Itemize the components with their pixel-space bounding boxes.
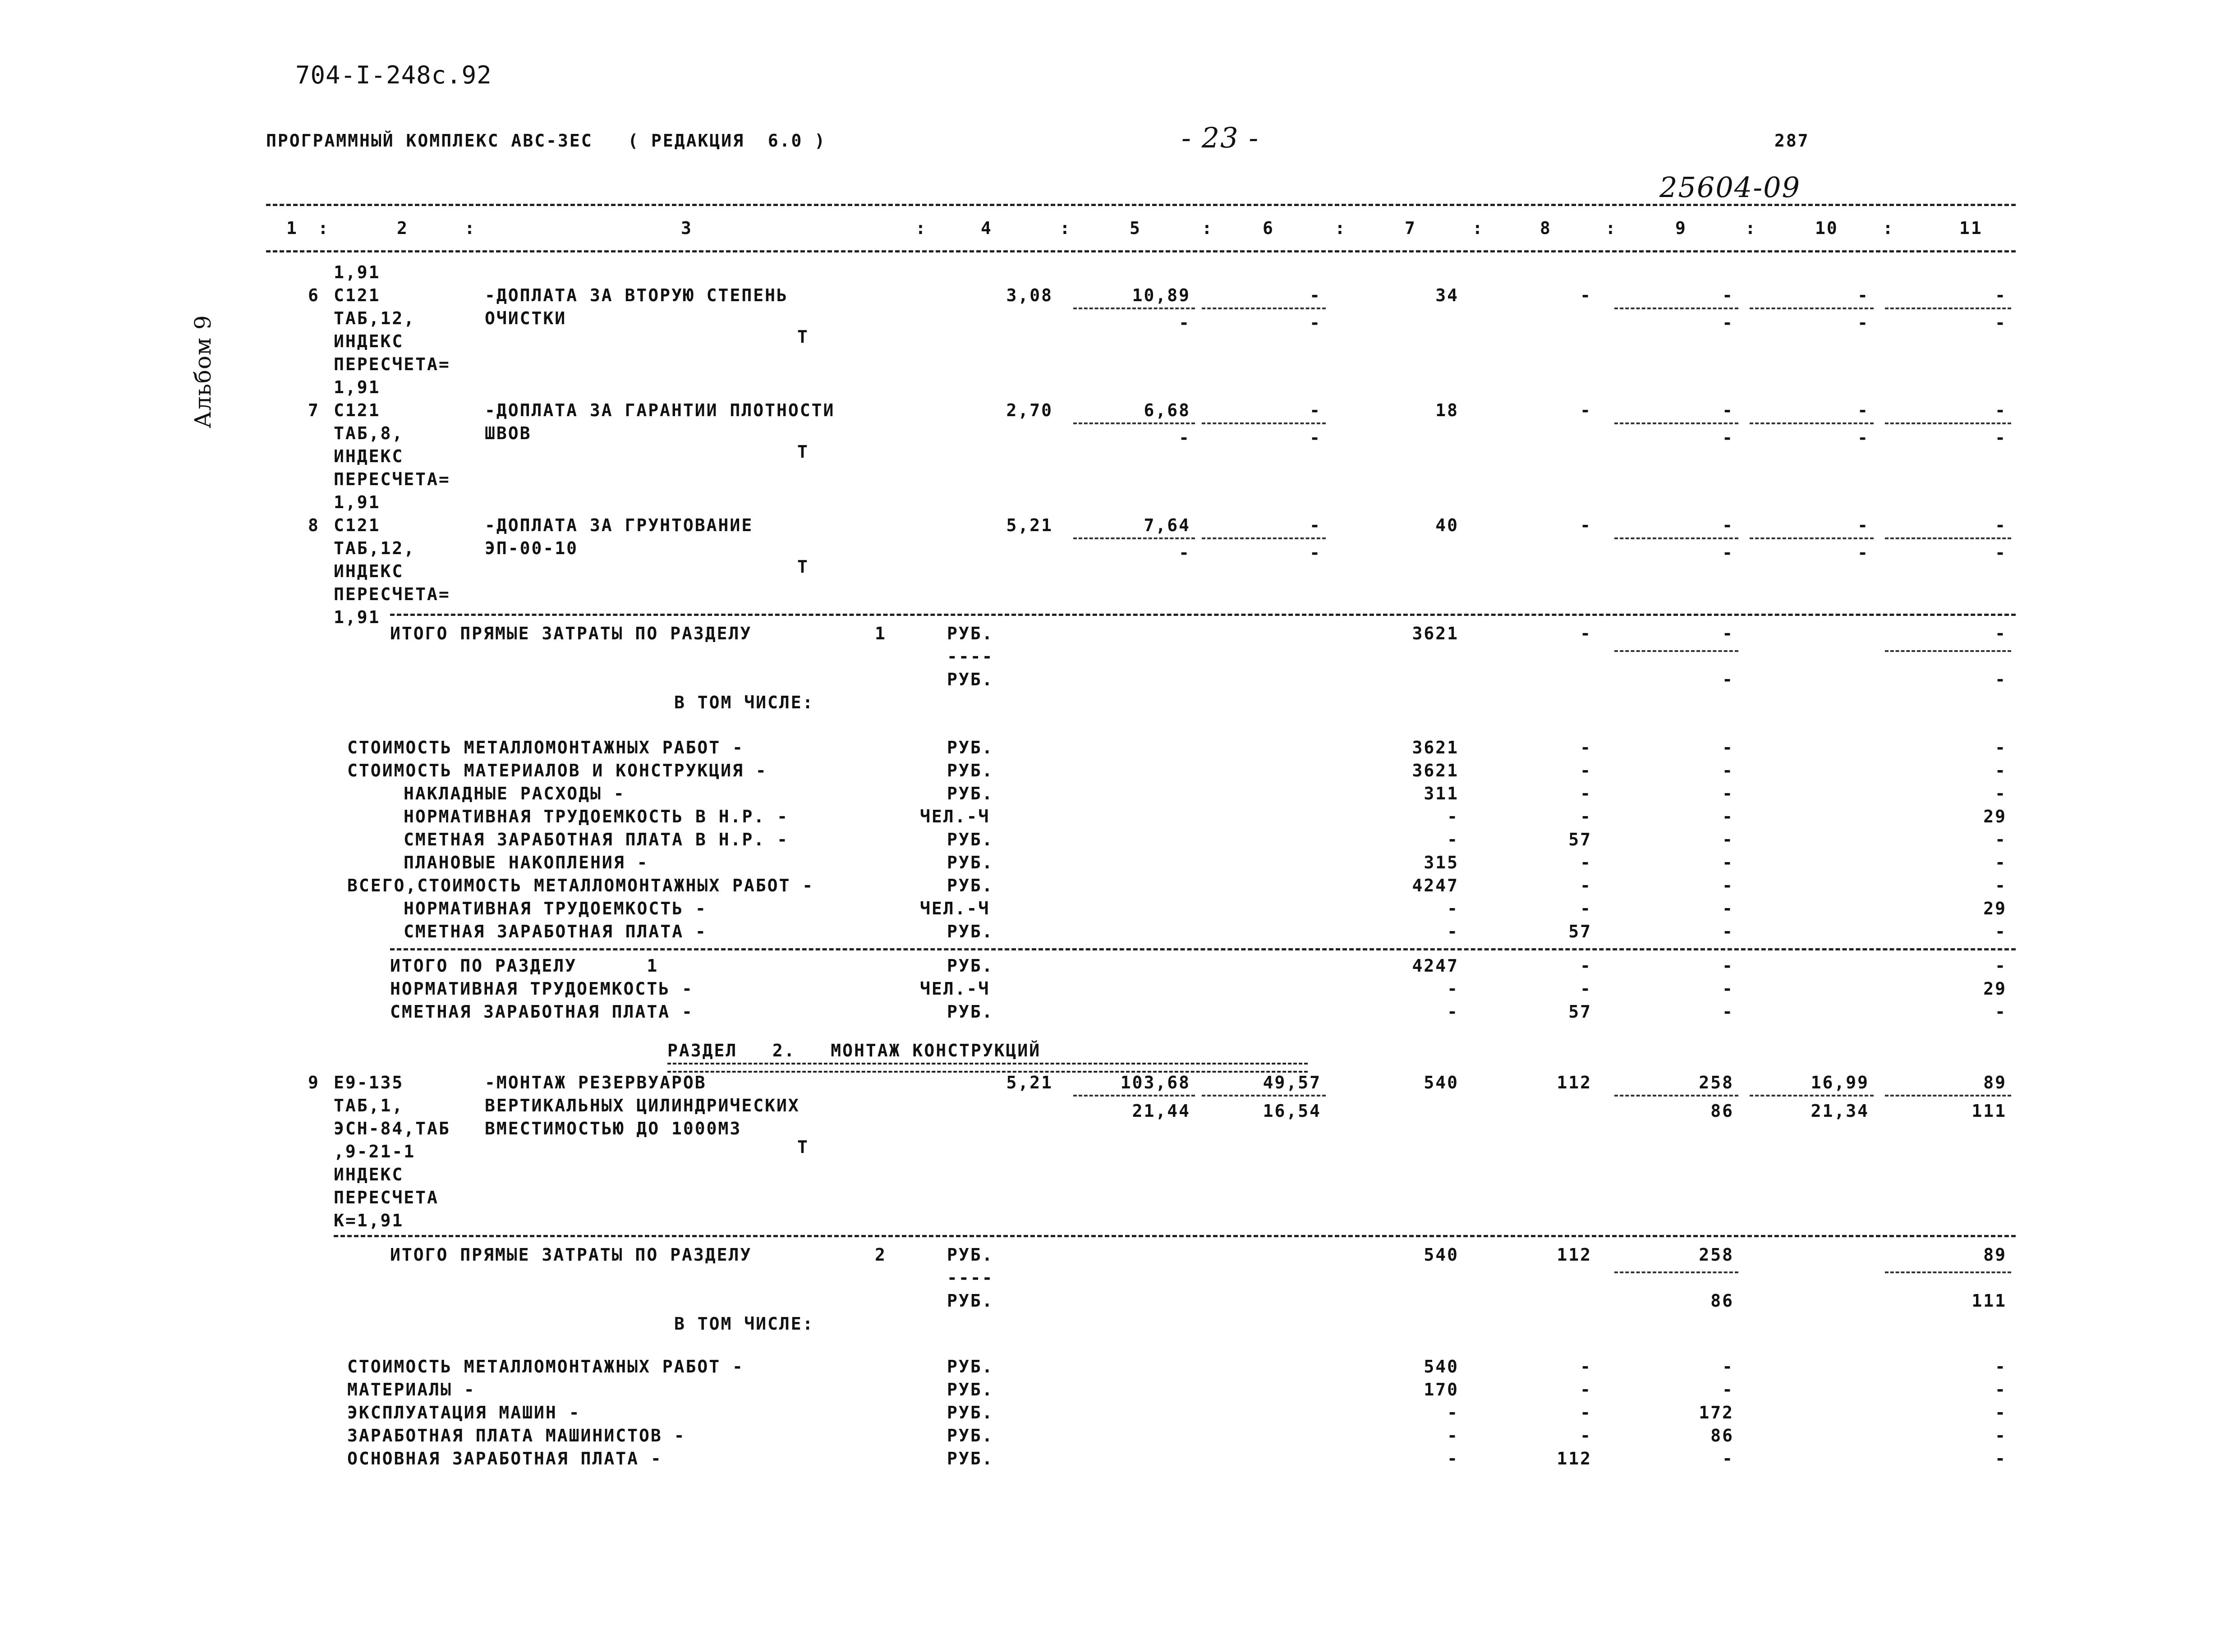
cell-c9: 258 xyxy=(1699,1245,1734,1265)
column-header-1: 1 xyxy=(286,218,298,238)
cell-c8: - xyxy=(1580,400,1592,420)
column-header-10: 10 xyxy=(1815,218,1838,238)
cell-c5: - xyxy=(1179,543,1190,563)
cell-c11: - xyxy=(1995,738,2007,757)
column-separator: : xyxy=(464,218,476,238)
total-label: ИТОГО ПРЯМЫЕ ЗАТРАТЫ ПО РАЗДЕЛУ xyxy=(390,1245,752,1265)
cell-c6: - xyxy=(1310,428,1321,448)
item-code-line: Е9-135 xyxy=(334,1073,404,1092)
column-separator: : xyxy=(1883,218,1894,238)
cell-c7: 540 xyxy=(1424,1073,1459,1092)
cell-c5: 6,68 xyxy=(1144,400,1190,420)
split-rule-11 xyxy=(1885,422,2011,424)
cell-c7: 4247 xyxy=(1412,876,1459,895)
cell-c9: - xyxy=(1722,956,1734,976)
cell-c8: - xyxy=(1580,1426,1592,1446)
cell-c9: - xyxy=(1722,784,1734,803)
handwritten-code: 25604-09 xyxy=(1659,171,1801,204)
item-name-line: ШВОВ xyxy=(485,423,532,443)
cell-c5: 10,89 xyxy=(1132,285,1190,305)
item-code-line: С121 xyxy=(334,400,381,420)
item-code-line: ТАБ,12, xyxy=(334,308,416,328)
summary-row-label: СТОИМОСТЬ МАТЕРИАЛОВ И КОНСТРУКЦИЯ - xyxy=(347,761,767,780)
summary-row-label: НАКЛАДНЫЕ РАСХОДЫ - xyxy=(404,784,625,803)
item-name-line: -МОНТАЖ РЕЗЕРВУАРОВ xyxy=(485,1073,707,1092)
cell-c8: - xyxy=(1580,784,1592,803)
cell-c11: - xyxy=(1995,515,2007,535)
column-separator: : xyxy=(1335,218,1346,238)
cell-c9: - xyxy=(1722,979,1734,999)
cell-c9: - xyxy=(1722,738,1734,757)
summary-row-unit: РУБ. xyxy=(947,922,994,941)
cell-c7: 311 xyxy=(1424,784,1459,803)
summary-row-label: СМЕТНАЯ ЗАРАБОТНАЯ ПЛАТА - xyxy=(404,922,707,941)
cell-c11: - xyxy=(1995,313,2007,333)
item-code-line: 1,91 xyxy=(334,377,381,397)
cell-c8: 112 xyxy=(1557,1245,1592,1265)
cell-c10: - xyxy=(1857,285,1869,305)
split-rule-10 xyxy=(1750,1095,1874,1097)
cell-c8: - xyxy=(1580,761,1592,780)
column-header-9: 9 xyxy=(1675,218,1687,238)
cell-c9: - xyxy=(1722,807,1734,826)
item-name-line: ЭП-00-10 xyxy=(485,538,579,558)
split-rule-11 xyxy=(1885,537,2011,539)
column-separator: : xyxy=(1060,218,1071,238)
total-unit-2: РУБ. xyxy=(947,670,994,689)
cell-c9: 86 xyxy=(1710,1101,1734,1121)
cell-c5: 7,64 xyxy=(1144,515,1190,535)
cell-c9: - xyxy=(1722,515,1734,535)
summary-row-label: ЗАРАБОТНАЯ ПЛАТА МАШИНИСТОВ - xyxy=(347,1426,686,1446)
cell-c8: - xyxy=(1580,979,1592,999)
cell-c8: 112 xyxy=(1557,1449,1592,1468)
cell-c11: 89 xyxy=(1983,1073,2007,1092)
summary-row-label: МАТЕРИАЛЫ - xyxy=(347,1380,476,1400)
cell-c4: 5,21 xyxy=(1006,1073,1053,1092)
cell-c11: - xyxy=(1995,670,2007,689)
cell-c10: - xyxy=(1857,428,1869,448)
cell-c11: - xyxy=(1995,1380,2007,1400)
cell-c11: - xyxy=(1995,761,2007,780)
cell-c9: - xyxy=(1722,876,1734,895)
summary-row-unit: РУБ. xyxy=(947,1449,994,1468)
item-unit: Т xyxy=(797,557,809,577)
total-unit: РУБ. xyxy=(947,624,994,643)
cell-c10: 21,34 xyxy=(1811,1101,1869,1121)
including-label: В ТОМ ЧИСЛЕ: xyxy=(674,693,814,712)
item-number: 8 xyxy=(308,515,320,535)
split-rule-6 xyxy=(1202,537,1326,539)
summary-row-unit: ЧЕЛ.-Ч xyxy=(920,807,990,826)
cell-c9: - xyxy=(1722,285,1734,305)
cell-c11: - xyxy=(1995,428,2007,448)
cell-c8: - xyxy=(1580,807,1592,826)
column-header-4: 4 xyxy=(981,218,993,238)
cell-c9: - xyxy=(1722,830,1734,849)
cell-c7: 3621 xyxy=(1412,761,1459,780)
section-rule xyxy=(390,948,2016,950)
cell-c10: - xyxy=(1857,515,1869,535)
cell-c8: 112 xyxy=(1557,1073,1592,1092)
cell-c11: 111 xyxy=(1971,1291,2007,1311)
header-bottom-rule xyxy=(266,250,2016,252)
summary-row-label: НОРМАТИВНАЯ ТРУДОЕМКОСТЬ В Н.Р. - xyxy=(404,807,789,826)
item-code-line: 1,91 xyxy=(334,492,381,512)
item-name-line: -ДОПЛАТА ЗА ГРУНТОВАНИЕ xyxy=(485,515,754,535)
total-section-number: 2 xyxy=(875,1245,887,1265)
summary-row-label: ВСЕГО,СТОИМОСТЬ МЕТАЛЛОМОНТАЖНЫХ РАБОТ - xyxy=(347,876,814,895)
section-rule xyxy=(334,1235,2016,1237)
item-code-line: К=1,91 xyxy=(334,1211,404,1230)
split-rule-10 xyxy=(1750,537,1874,539)
cell-c8: - xyxy=(1580,956,1592,976)
summary-row-unit: РУБ. xyxy=(947,1403,994,1423)
column-separator: : xyxy=(1202,218,1213,238)
item-name-line: -ДОПЛАТА ЗА ВТОРУЮ СТЕПЕНЬ xyxy=(485,285,788,305)
section-total-label: НОРМАТИВНАЯ ТРУДОЕМКОСТЬ - xyxy=(390,979,694,999)
cell-c10: 16,99 xyxy=(1811,1073,1869,1092)
cell-c11: - xyxy=(1995,1357,2007,1377)
column-separator: : xyxy=(1745,218,1757,238)
item-code-line: ТАБ,8, xyxy=(334,423,404,443)
cell-c4: 5,21 xyxy=(1006,515,1053,535)
cell-c9: 86 xyxy=(1710,1426,1734,1446)
cell-c11: - xyxy=(1995,1426,2007,1446)
cell-c6: 16,54 xyxy=(1263,1101,1321,1121)
cell-c7: 315 xyxy=(1424,853,1459,872)
summary-row-unit: РУБ. xyxy=(947,761,994,780)
cell-c7: - xyxy=(1447,830,1459,849)
cell-c6: - xyxy=(1310,543,1321,563)
cell-c9: - xyxy=(1722,853,1734,872)
total-unit-dash: ---- xyxy=(947,647,994,666)
column-separator: : xyxy=(1472,218,1484,238)
split-rule-9 xyxy=(1614,1271,1738,1273)
item-code-line: ПЕРЕСЧЕТА= xyxy=(334,469,450,489)
section-total-unit: ЧЕЛ.-Ч xyxy=(920,979,990,999)
split-rule-5 xyxy=(1073,422,1195,424)
item-number: 7 xyxy=(308,400,320,420)
item-name-line: ВМЕСТИМОСТЬЮ ДО 1000М3 xyxy=(485,1119,742,1138)
cell-c6: - xyxy=(1310,285,1321,305)
cell-c8: - xyxy=(1580,738,1592,757)
cell-c7: - xyxy=(1447,899,1459,918)
column-header-6: 6 xyxy=(1263,218,1274,238)
cell-c7: - xyxy=(1447,1426,1459,1446)
cell-c10: - xyxy=(1857,313,1869,333)
item-code-line: ПЕРЕСЧЕТА= xyxy=(334,584,450,604)
split-rule-9 xyxy=(1614,537,1738,539)
cell-c9: - xyxy=(1722,1357,1734,1377)
cell-c9: - xyxy=(1722,1380,1734,1400)
cell-c11: - xyxy=(1995,876,2007,895)
cell-c5: - xyxy=(1179,313,1190,333)
cell-c9: - xyxy=(1722,1449,1734,1468)
column-separator: : xyxy=(915,218,927,238)
total-section-number: 1 xyxy=(875,624,887,643)
cell-c8: - xyxy=(1580,876,1592,895)
item-unit: Т xyxy=(797,327,809,347)
cell-c11: 29 xyxy=(1983,807,2007,826)
cell-c4: 2,70 xyxy=(1006,400,1053,420)
cell-c9: - xyxy=(1722,899,1734,918)
split-rule-6 xyxy=(1202,422,1326,424)
cell-c8: - xyxy=(1580,1403,1592,1423)
cell-c9: - xyxy=(1722,624,1734,643)
cell-c11: - xyxy=(1995,624,2007,643)
summary-row-unit: РУБ. xyxy=(947,830,994,849)
column-header-5: 5 xyxy=(1130,218,1141,238)
column-separator: : xyxy=(318,218,330,238)
split-rule-10 xyxy=(1750,307,1874,309)
item-name-line: -ДОПЛАТА ЗА ГАРАНТИИ ПЛОТНОСТИ xyxy=(485,400,835,420)
cell-c8: - xyxy=(1580,853,1592,872)
cell-c6: - xyxy=(1310,400,1321,420)
summary-row-label: ПЛАНОВЫЕ НАКОПЛЕНИЯ - xyxy=(404,853,649,872)
item-code-line: ПЕРЕСЧЕТА xyxy=(334,1188,439,1207)
cell-c8: - xyxy=(1580,1380,1592,1400)
page-number: 287 xyxy=(1774,131,1810,151)
cell-c11: 89 xyxy=(1983,1245,2007,1265)
cell-c7: 170 xyxy=(1424,1380,1459,1400)
split-rule-11 xyxy=(1885,1271,2011,1273)
cell-c7: - xyxy=(1447,1449,1459,1468)
cell-c5: 103,68 xyxy=(1120,1073,1190,1092)
summary-row-label: СТОИМОСТЬ МЕТАЛЛОМОНТАЖНЫХ РАБОТ - xyxy=(347,738,744,757)
cell-c9: - xyxy=(1722,761,1734,780)
summary-row-label: НОРМАТИВНАЯ ТРУДОЕМКОСТЬ - xyxy=(404,899,707,918)
summary-row-unit: РУБ. xyxy=(947,1380,994,1400)
cell-c8: - xyxy=(1580,624,1592,643)
cell-c10: - xyxy=(1857,400,1869,420)
program-title: ПРОГРАММНЫЙ КОМПЛЕКС АВС-3ЕС ( РЕДАКЦИЯ 6.0 ) xyxy=(266,131,827,151)
section-total-unit: РУБ. xyxy=(947,956,994,976)
cell-c11: - xyxy=(1995,1403,2007,1423)
summary-row-unit: РУБ. xyxy=(947,738,994,757)
cell-c8: 57 xyxy=(1568,922,1592,941)
item-number: 9 xyxy=(308,1073,320,1092)
cell-c11: - xyxy=(1995,400,2007,420)
cell-c8: 57 xyxy=(1568,1002,1592,1022)
cell-c7: - xyxy=(1447,922,1459,941)
cell-c6: - xyxy=(1310,313,1321,333)
column-header-7: 7 xyxy=(1405,218,1416,238)
section-total-unit: РУБ. xyxy=(947,1002,994,1022)
cell-c5: - xyxy=(1179,428,1190,448)
lead-value: 1,91 xyxy=(334,262,381,282)
cell-c7: 4247 xyxy=(1412,956,1459,976)
cell-c9: 172 xyxy=(1699,1403,1734,1423)
cell-c5: 21,44 xyxy=(1132,1101,1190,1121)
split-rule-6 xyxy=(1202,1095,1326,1097)
side-label: Альбом 9 xyxy=(190,315,216,428)
item-code-line: ИНДЕКС xyxy=(334,561,404,581)
cell-c8: - xyxy=(1580,1357,1592,1377)
summary-row-unit: РУБ. xyxy=(947,1357,994,1377)
cell-c11: - xyxy=(1995,853,2007,872)
cell-c7: 3621 xyxy=(1412,624,1459,643)
item-code-line: ИНДЕКС xyxy=(334,331,404,351)
section-title: РАЗДЕЛ 2. МОНТАЖ КОНСТРУКЦИЙ xyxy=(667,1041,1041,1060)
cell-c9: - xyxy=(1722,670,1734,689)
section-total-label: СМЕТНАЯ ЗАРАБОТНАЯ ПЛАТА - xyxy=(390,1002,694,1022)
split-rule-9 xyxy=(1614,1095,1738,1097)
item-code-line: ПЕРЕСЧЕТА= xyxy=(334,354,450,374)
item-code-line: ТАБ,1, xyxy=(334,1096,404,1115)
cell-c10: - xyxy=(1857,543,1869,563)
item-code-line: ,9-21-1 xyxy=(334,1142,416,1161)
section-rule xyxy=(390,614,2016,616)
cell-c7: 34 xyxy=(1435,285,1459,305)
including-label: В ТОМ ЧИСЛЕ: xyxy=(674,1314,814,1334)
section-title-underline xyxy=(667,1063,1308,1073)
item-name-line: ОЧИСТКИ xyxy=(485,308,567,328)
cell-c11: - xyxy=(1995,1449,2007,1468)
total-unit: РУБ. xyxy=(947,1245,994,1265)
total-unit-dash: ---- xyxy=(947,1268,994,1288)
split-rule-9 xyxy=(1614,650,1738,652)
cell-c11: - xyxy=(1995,956,2007,976)
section-total-label: ИТОГО ПО РАЗДЕЛУ 1 xyxy=(390,956,659,976)
split-rule-10 xyxy=(1750,422,1874,424)
summary-row-unit: РУБ. xyxy=(947,876,994,895)
cell-c9: - xyxy=(1722,400,1734,420)
document-id: 704-I-248c.92 xyxy=(295,61,492,89)
cell-c4: 3,08 xyxy=(1006,285,1053,305)
cell-c8: 57 xyxy=(1568,830,1592,849)
column-header-2: 2 xyxy=(397,218,409,238)
item-code-line: С121 xyxy=(334,515,381,535)
cell-c9: - xyxy=(1722,1002,1734,1022)
split-rule-11 xyxy=(1885,307,2011,309)
split-rule-9 xyxy=(1614,307,1738,309)
table-top-rule xyxy=(266,204,2016,206)
cell-c7: 18 xyxy=(1435,400,1459,420)
page-mark: - 23 - xyxy=(1181,121,1259,154)
split-rule-11 xyxy=(1885,650,2011,652)
cell-c9: 258 xyxy=(1699,1073,1734,1092)
item-code-line: ИНДЕКС xyxy=(334,1165,404,1184)
summary-row-label: ОСНОВНАЯ ЗАРАБОТНАЯ ПЛАТА - xyxy=(347,1449,662,1468)
item-name-line: ВЕРТИКАЛЬНЫХ ЦИЛИНДРИЧЕСКИХ xyxy=(485,1096,800,1115)
cell-c11: - xyxy=(1995,1002,2007,1022)
summary-row-label: ЭКСПЛУАТАЦИЯ МАШИН - xyxy=(347,1403,581,1423)
split-rule-5 xyxy=(1073,307,1195,309)
cell-c9: 86 xyxy=(1710,1291,1734,1311)
split-rule-9 xyxy=(1614,422,1738,424)
column-separator: : xyxy=(1605,218,1617,238)
cell-c7: 40 xyxy=(1435,515,1459,535)
total-label: ИТОГО ПРЯМЫЕ ЗАТРАТЫ ПО РАЗДЕЛУ xyxy=(390,624,752,643)
cell-c8: - xyxy=(1580,515,1592,535)
summary-row-unit: РУБ. xyxy=(947,853,994,872)
item-unit: Т xyxy=(797,442,809,462)
split-rule-6 xyxy=(1202,307,1326,309)
cell-c9: - xyxy=(1722,428,1734,448)
item-code-line: С121 xyxy=(334,285,381,305)
cell-c9: - xyxy=(1722,313,1734,333)
item-code-line: ТАБ,12, xyxy=(334,538,416,558)
cell-c7: 540 xyxy=(1424,1245,1459,1265)
item-number: 6 xyxy=(308,285,320,305)
cell-c11: - xyxy=(1995,784,2007,803)
item-code-line: ЭСН-84,ТАБ xyxy=(334,1119,450,1138)
summary-row-unit: ЧЕЛ.-Ч xyxy=(920,899,990,918)
cell-c9: - xyxy=(1722,922,1734,941)
split-rule-11 xyxy=(1885,1095,2011,1097)
item-code-line: 1,91 xyxy=(334,607,381,627)
cell-c6: 49,57 xyxy=(1263,1073,1321,1092)
split-rule-5 xyxy=(1073,537,1195,539)
cell-c9: - xyxy=(1722,543,1734,563)
cell-c11: - xyxy=(1995,922,2007,941)
item-code-line: ИНДЕКС xyxy=(334,446,404,466)
cell-c11: - xyxy=(1995,543,2007,563)
cell-c7: - xyxy=(1447,1002,1459,1022)
column-header-11: 11 xyxy=(1959,218,1983,238)
summary-row-label: СТОИМОСТЬ МЕТАЛЛОМОНТАЖНЫХ РАБОТ - xyxy=(347,1357,744,1377)
cell-c7: - xyxy=(1447,1403,1459,1423)
cell-c8: - xyxy=(1580,899,1592,918)
total-unit-2: РУБ. xyxy=(947,1291,994,1311)
cell-c6: - xyxy=(1310,515,1321,535)
cell-c11: - xyxy=(1995,285,2007,305)
cell-c8: - xyxy=(1580,285,1592,305)
summary-row-unit: РУБ. xyxy=(947,1426,994,1446)
cell-c7: - xyxy=(1447,807,1459,826)
cell-c11: - xyxy=(1995,830,2007,849)
item-unit: Т xyxy=(797,1137,809,1157)
summary-row-label: СМЕТНАЯ ЗАРАБОТНАЯ ПЛАТА В Н.Р. - xyxy=(404,830,789,849)
cell-c7: 540 xyxy=(1424,1357,1459,1377)
cell-c7: - xyxy=(1447,979,1459,999)
cell-c11: 111 xyxy=(1971,1101,2007,1121)
column-header-8: 8 xyxy=(1540,218,1552,238)
summary-row-unit: РУБ. xyxy=(947,784,994,803)
column-header-3: 3 xyxy=(681,218,693,238)
cell-c11: 29 xyxy=(1983,979,2007,999)
split-rule-5 xyxy=(1073,1095,1195,1097)
cell-c11: 29 xyxy=(1983,899,2007,918)
cell-c7: 3621 xyxy=(1412,738,1459,757)
